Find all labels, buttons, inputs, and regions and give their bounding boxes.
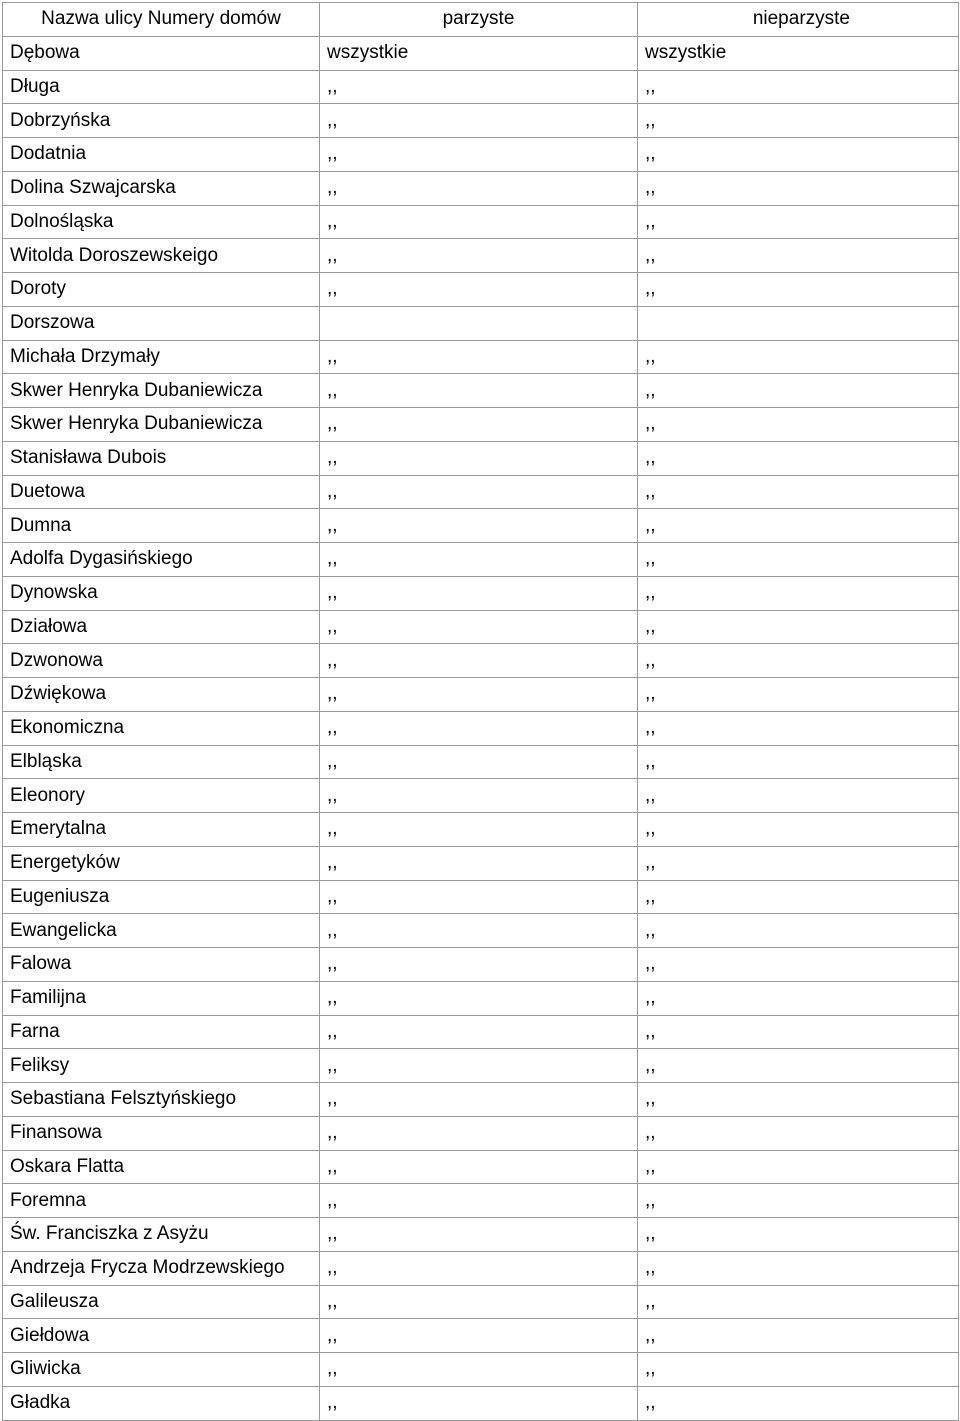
odd-numbers-cell: ,, <box>638 1150 959 1184</box>
table-row <box>3 1251 959 1285</box>
odd-numbers-cell: ,, <box>638 948 959 982</box>
even-numbers-cell: ,, <box>320 1218 638 1252</box>
even-numbers-cell: ,, <box>320 543 638 577</box>
table-row <box>3 1083 959 1117</box>
table-row <box>3 70 959 104</box>
even-numbers-cell: ,, <box>320 576 638 610</box>
even-numbers-cell: ,, <box>320 745 638 779</box>
even-numbers-cell: ,, <box>320 1184 638 1218</box>
table-row <box>3 1353 959 1387</box>
street-name-cell: Dobrzyńska <box>3 104 320 138</box>
street-name-cell: Feliksy <box>3 1049 320 1083</box>
street-name-cell: Farna <box>3 1015 320 1049</box>
odd-numbers-cell: ,, <box>638 1083 959 1117</box>
odd-numbers-cell: ,, <box>638 610 959 644</box>
odd-numbers-cell: ,, <box>638 1184 959 1218</box>
even-numbers-cell: ,, <box>320 610 638 644</box>
street-name-cell: Michała Drzymały <box>3 340 320 374</box>
table-row <box>3 441 959 475</box>
street-name-cell: Foremna <box>3 1184 320 1218</box>
even-numbers-cell: ,, <box>320 239 638 273</box>
table-row <box>3 576 959 610</box>
odd-numbers-cell: ,, <box>638 441 959 475</box>
street-name-cell: Dolina Szwajcarska <box>3 171 320 205</box>
odd-numbers-cell: ,, <box>638 779 959 813</box>
table-row <box>3 779 959 813</box>
street-name-cell: Doroty <box>3 273 320 307</box>
street-name-cell: Dźwiękowa <box>3 678 320 712</box>
street-name-cell: Dumna <box>3 509 320 543</box>
street-name-cell: Falowa <box>3 948 320 982</box>
odd-numbers-cell: ,, <box>638 138 959 172</box>
even-numbers-cell: ,, <box>320 1150 638 1184</box>
odd-numbers-cell: ,, <box>638 880 959 914</box>
street-name-cell: Dodatnia <box>3 138 320 172</box>
table-row <box>3 981 959 1015</box>
even-numbers-cell: wszystkie <box>320 36 638 70</box>
even-numbers-cell: ,, <box>320 104 638 138</box>
street-name-cell: Witolda Doroszewskeigo <box>3 239 320 273</box>
street-name-cell: Familijna <box>3 981 320 1015</box>
even-numbers-cell: ,, <box>320 1319 638 1353</box>
odd-numbers-cell: ,, <box>638 1386 959 1420</box>
even-numbers-cell: ,, <box>320 914 638 948</box>
even-numbers-cell: ,, <box>320 1285 638 1319</box>
table-row <box>3 509 959 543</box>
street-name-cell: Skwer Henryka Dubaniewicza <box>3 374 320 408</box>
street-name-cell: Finansowa <box>3 1116 320 1150</box>
even-numbers-cell: ,, <box>320 171 638 205</box>
odd-numbers-cell: ,, <box>638 678 959 712</box>
even-numbers-cell: ,, <box>320 70 638 104</box>
odd-numbers-cell: ,, <box>638 273 959 307</box>
odd-numbers-cell: ,, <box>638 205 959 239</box>
odd-numbers-cell: ,, <box>638 644 959 678</box>
table-row <box>3 374 959 408</box>
even-numbers-cell: ,, <box>320 880 638 914</box>
table-row <box>3 1319 959 1353</box>
odd-numbers-cell: ,, <box>638 239 959 273</box>
street-name-cell: Dolnośląska <box>3 205 320 239</box>
street-name-cell: Sebastiana Felsztyńskiego <box>3 1083 320 1117</box>
odd-numbers-cell: ,, <box>638 1116 959 1150</box>
street-name-cell: Dynowska <box>3 576 320 610</box>
even-numbers-cell: ,, <box>320 273 638 307</box>
table-row <box>3 171 959 205</box>
odd-numbers-cell: ,, <box>638 1251 959 1285</box>
table-row <box>3 711 959 745</box>
even-numbers-cell: ,, <box>320 1386 638 1420</box>
table-row <box>3 1150 959 1184</box>
odd-numbers-cell: ,, <box>638 475 959 509</box>
even-numbers-cell: ,, <box>320 1353 638 1387</box>
table-row <box>3 543 959 577</box>
table-row <box>3 813 959 847</box>
street-name-cell: Galileusza <box>3 1285 320 1319</box>
odd-numbers-cell: ,, <box>638 576 959 610</box>
odd-numbers-cell: ,, <box>638 104 959 138</box>
street-name-cell: Energetyków <box>3 846 320 880</box>
even-numbers-cell: ,, <box>320 678 638 712</box>
odd-numbers-cell: ,, <box>638 1319 959 1353</box>
odd-numbers-cell: ,, <box>638 745 959 779</box>
street-name-cell: Dorszowa <box>3 306 320 340</box>
street-name-cell: Oskara Flatta <box>3 1150 320 1184</box>
street-name-cell: Emerytalna <box>3 813 320 847</box>
even-numbers-cell: ,, <box>320 1116 638 1150</box>
even-numbers-cell: ,, <box>320 441 638 475</box>
even-numbers-cell: ,, <box>320 475 638 509</box>
header-street-name: Nazwa ulicy Numery domów <box>3 3 320 37</box>
table-row <box>3 306 959 340</box>
street-name-cell: Św. Franciszka z Asyżu <box>3 1218 320 1252</box>
table-row <box>3 408 959 442</box>
table-row <box>3 104 959 138</box>
odd-numbers-cell: ,, <box>638 340 959 374</box>
street-name-cell: Dębowa <box>3 36 320 70</box>
table-row <box>3 273 959 307</box>
header-odd-numbers: nieparzyste <box>638 3 959 37</box>
even-numbers-cell: ,, <box>320 813 638 847</box>
even-numbers-cell <box>320 306 638 340</box>
header-row <box>3 3 959 37</box>
odd-numbers-cell <box>638 306 959 340</box>
table-row <box>3 745 959 779</box>
odd-numbers-cell: ,, <box>638 543 959 577</box>
street-name-cell: Gładka <box>3 1386 320 1420</box>
even-numbers-cell: ,, <box>320 374 638 408</box>
even-numbers-cell: ,, <box>320 981 638 1015</box>
table-row <box>3 914 959 948</box>
table-row <box>3 340 959 374</box>
table-row <box>3 948 959 982</box>
even-numbers-cell: ,, <box>320 779 638 813</box>
odd-numbers-cell: ,, <box>638 171 959 205</box>
even-numbers-cell: ,, <box>320 138 638 172</box>
even-numbers-cell: ,, <box>320 205 638 239</box>
odd-numbers-cell: ,, <box>638 914 959 948</box>
table-row <box>3 678 959 712</box>
even-numbers-cell: ,, <box>320 948 638 982</box>
table-row <box>3 1285 959 1319</box>
street-name-cell: Ekonomiczna <box>3 711 320 745</box>
odd-numbers-cell: wszystkie <box>638 36 959 70</box>
even-numbers-cell: ,, <box>320 846 638 880</box>
street-name-cell: Gliwicka <box>3 1353 320 1387</box>
table-row <box>3 1049 959 1083</box>
even-numbers-cell: ,, <box>320 1251 638 1285</box>
table-row <box>3 239 959 273</box>
street-name-cell: Skwer Henryka Dubaniewicza <box>3 408 320 442</box>
odd-numbers-cell: ,, <box>638 981 959 1015</box>
table-row <box>3 205 959 239</box>
odd-numbers-cell: ,, <box>638 70 959 104</box>
street-name-cell: Adolfa Dygasińskiego <box>3 543 320 577</box>
table-row <box>3 1218 959 1252</box>
table-row <box>3 138 959 172</box>
street-name-cell: Działowa <box>3 610 320 644</box>
odd-numbers-cell: ,, <box>638 408 959 442</box>
table-row <box>3 475 959 509</box>
street-name-cell: Eugeniusza <box>3 880 320 914</box>
street-name-cell: Długa <box>3 70 320 104</box>
table-body <box>3 36 959 1420</box>
street-name-cell: Dzwonowa <box>3 644 320 678</box>
street-table <box>2 2 959 1421</box>
odd-numbers-cell: ,, <box>638 813 959 847</box>
street-name-cell: Andrzeja Frycza Modrzewskiego <box>3 1251 320 1285</box>
even-numbers-cell: ,, <box>320 408 638 442</box>
odd-numbers-cell: ,, <box>638 846 959 880</box>
odd-numbers-cell: ,, <box>638 711 959 745</box>
even-numbers-cell: ,, <box>320 1049 638 1083</box>
even-numbers-cell: ,, <box>320 644 638 678</box>
street-name-cell: Duetowa <box>3 475 320 509</box>
table-row <box>3 1386 959 1420</box>
odd-numbers-cell: ,, <box>638 1285 959 1319</box>
even-numbers-cell: ,, <box>320 1015 638 1049</box>
table-row <box>3 1015 959 1049</box>
odd-numbers-cell: ,, <box>638 374 959 408</box>
odd-numbers-cell: ,, <box>638 1015 959 1049</box>
street-name-cell: Eleonory <box>3 779 320 813</box>
even-numbers-cell: ,, <box>320 711 638 745</box>
odd-numbers-cell: ,, <box>638 1218 959 1252</box>
table-row <box>3 36 959 70</box>
even-numbers-cell: ,, <box>320 1083 638 1117</box>
table-row <box>3 1184 959 1218</box>
even-numbers-cell: ,, <box>320 340 638 374</box>
street-name-cell: Stanisława Dubois <box>3 441 320 475</box>
table-row <box>3 610 959 644</box>
table-row <box>3 846 959 880</box>
odd-numbers-cell: ,, <box>638 1353 959 1387</box>
header-even-numbers: parzyste <box>320 3 638 37</box>
street-name-cell: Elbląska <box>3 745 320 779</box>
table-row <box>3 1116 959 1150</box>
street-name-cell: Giełdowa <box>3 1319 320 1353</box>
even-numbers-cell: ,, <box>320 509 638 543</box>
odd-numbers-cell: ,, <box>638 509 959 543</box>
odd-numbers-cell: ,, <box>638 1049 959 1083</box>
street-name-cell: Ewangelicka <box>3 914 320 948</box>
table-row <box>3 644 959 678</box>
table-row <box>3 880 959 914</box>
